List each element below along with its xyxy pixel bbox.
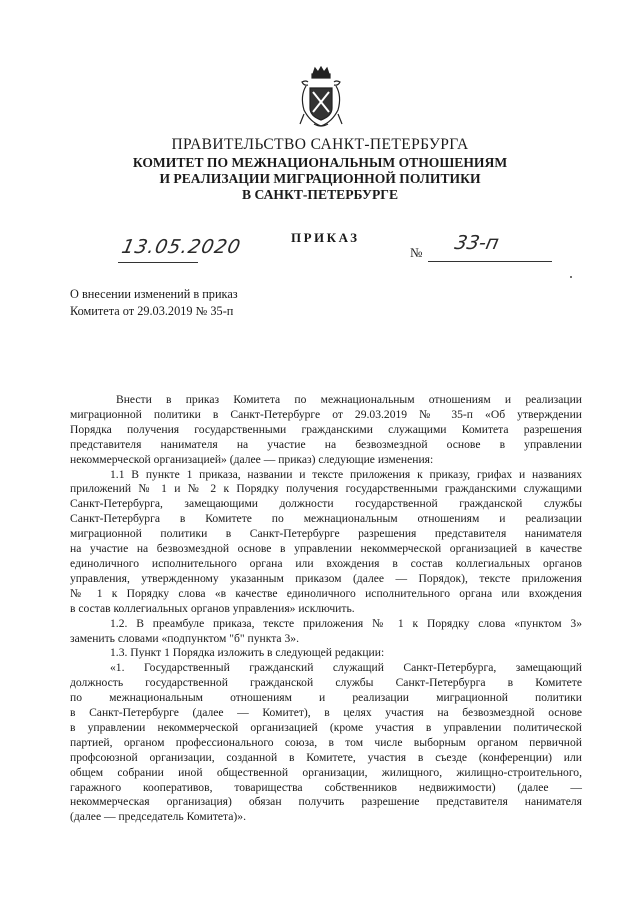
body-line: Внести в приказ Комитета по межнациональным отношениям и реализации: [116, 393, 582, 406]
body-line: Санкт-Петербурга в Комитете по межнациональным отношениям и реализации: [70, 512, 582, 526]
body-line: в управлении некоммерческой организацией (кроме участия в управлении политической: [70, 720, 582, 734]
body-line: управления, утвержденному указанным приказом (далее — Порядок), тексте приложения: [70, 571, 582, 585]
coat-of-arms-icon: [296, 66, 346, 130]
body-line: «1. Государственный гражданский служащий Санкт-Петербурга, замещающий: [110, 661, 582, 675]
body-line: заменить словами «подпунктом "б" пункта 3».: [70, 631, 299, 645]
body-line: представителя нанимателя на участие на безвозмездной основе в управлении: [70, 437, 582, 451]
order-subject: [70, 286, 238, 320]
body-line: (далее — председатель Комитета)».: [70, 810, 246, 824]
body-line: № 1 к Порядку слова «в качестве единоличного исполнительного органа или вхождения: [70, 586, 582, 600]
subject-line-1: О внесении изменений в приказ: [70, 287, 238, 301]
body-line: профсоюзной организации, созданной в Комитете, участия в съезде (конференции) или: [70, 750, 582, 764]
body-line: единоличного исполнительного органа или вхождения в состав коллегиальных органов: [70, 556, 582, 570]
document-type: ПРИКАЗ: [291, 230, 360, 245]
government-title: ПРАВИТЕЛЬСТВО САНКТ-ПЕТЕРБУРГА: [171, 136, 469, 153]
body-line: 1.2. В преамбуле приказа, тексте приложения № 1 к Порядку слова «пунктом 3»: [110, 616, 582, 630]
order-date: 13.05.2020: [119, 236, 244, 258]
body-line: на участие на безвозмездной основе в управлении некоммерческой организацией в качестве: [70, 542, 582, 556]
body-line: приложений № 1 и № 2 к Порядку получения государственными гражданскими служащими: [70, 482, 582, 496]
number-sign: №: [410, 245, 423, 260]
body-line: некоммерческой организацией» (далее — приказ) следующие изменения:: [70, 452, 434, 466]
body-line: партией, органом профессионального союза, в том числе выборным органом первичной: [70, 735, 582, 749]
body-line: миграционной политики в Санкт-Петербурге разрешения представителя нанимателя: [70, 527, 582, 541]
body-line: миграционной политики в Санкт-Петербурге от 29.03.2019 № 35-п «Об утверждении: [70, 407, 582, 421]
order-number: 33-п: [452, 232, 501, 254]
stray-mark: [570, 276, 572, 278]
body-line: должность государственной гражданской службы Санкт-Петербурга в Комитете: [70, 676, 582, 690]
committee-title-line-1: КОМИТЕТ ПО МЕЖНАЦИОНАЛЬНЫМ ОТНОШЕНИЯМ: [132, 155, 508, 170]
number-underline: [428, 261, 552, 262]
order-body: [70, 393, 582, 825]
body-line: гаражного кооперативов, товарищества собственников недвижимости) (далее —: [70, 780, 582, 794]
body-line: общем собрании иной общественной организации, жилищного, жилищно-строительного,: [70, 765, 582, 779]
subject-line-2: Комитета от 29.03.2019 № 35-п: [70, 304, 234, 318]
body-line: Санкт-Петербурга, замещающими должности государственной гражданской службы: [70, 497, 582, 511]
body-line: в Санкт-Петербурге (далее — Комитет), в целях участия на безвозмездной основе: [70, 706, 582, 720]
committee-title-line-3: В САНКТ-ПЕТЕРБУРГЕ: [241, 187, 399, 202]
body-line: Порядка получения государственными гражданскими служащими Комитета разрешения: [70, 422, 582, 436]
date-underline: [118, 262, 198, 263]
committee-title-line-2: И РЕАЛИЗАЦИИ МИГРАЦИОННОЙ ПОЛИТИКИ: [159, 171, 481, 186]
body-line: по межнациональным отношениям и реализации миграционной политики: [70, 691, 582, 705]
body-line: 1.3. Пункт 1 Порядка изложить в следующей редакции:: [110, 646, 385, 660]
body-line: в состав коллегиальных органов управления» исключить.: [70, 601, 355, 615]
body-line: некоммерческая организация) обязан получить разрешение представителя нанимателя: [70, 795, 582, 809]
body-line: 1.1 В пункте 1 приказа, названии и тексте приложения к приказу, грифах и названиях: [110, 467, 582, 481]
